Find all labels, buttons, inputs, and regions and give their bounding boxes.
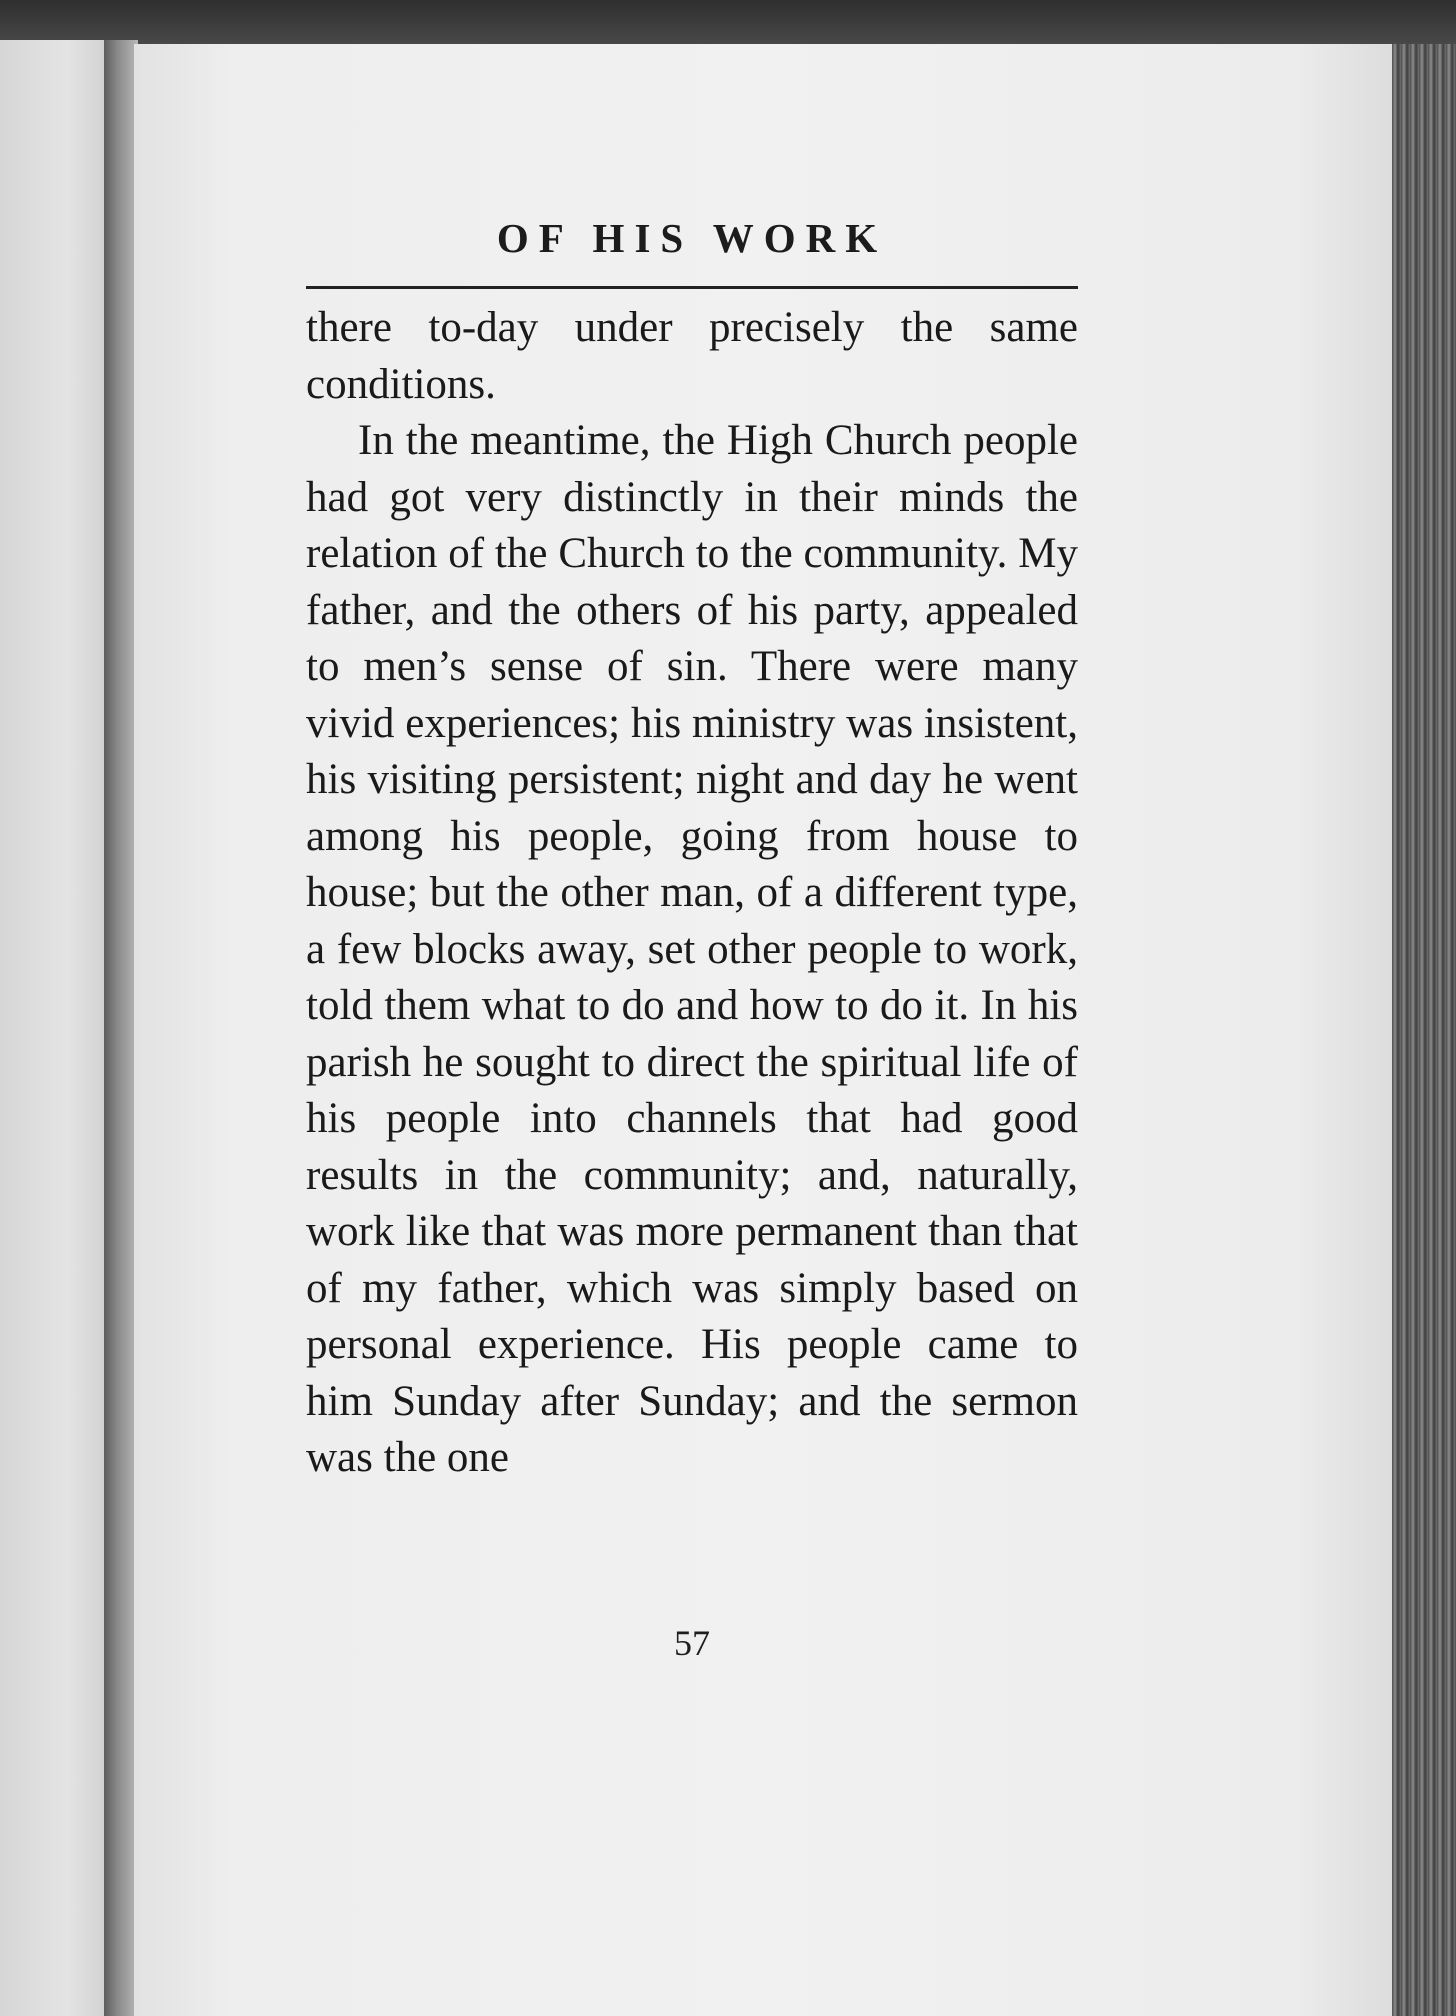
scan-background — [0, 0, 1456, 48]
body-text — [306, 300, 1078, 1487]
paragraph: In the meantime, the High Church people had got very distinctly in their minds the relation of the Church to the community. My father, and the others of his party, appealed to men’s sense of sin. There were many vivid experiences; his ministry was insistent, his visiting persistent; night and day he went among his people, going from house to house; but the other man, of a different type, a few blocks away, set other people to work, told them what to do and how to do it. In his parish he sought to direct the spiritual life of his people into channels that had good results in the community; and, naturally, work like that was more permanent than that of my father, which was simply based on personal experience. His people came to him Sunday after Sunday; and the sermon was the one — [306, 417, 1078, 1481]
paragraph-continued: there to-day under precisely the same conditions. — [306, 304, 1078, 408]
facing-page-edge — [0, 40, 112, 2016]
book-gutter — [104, 40, 138, 2016]
page-number: 57 — [674, 1623, 710, 1663]
header-rule — [306, 286, 1078, 289]
running-head: OF HIS WORK — [496, 215, 888, 261]
page-stack-edge — [1392, 44, 1456, 2016]
